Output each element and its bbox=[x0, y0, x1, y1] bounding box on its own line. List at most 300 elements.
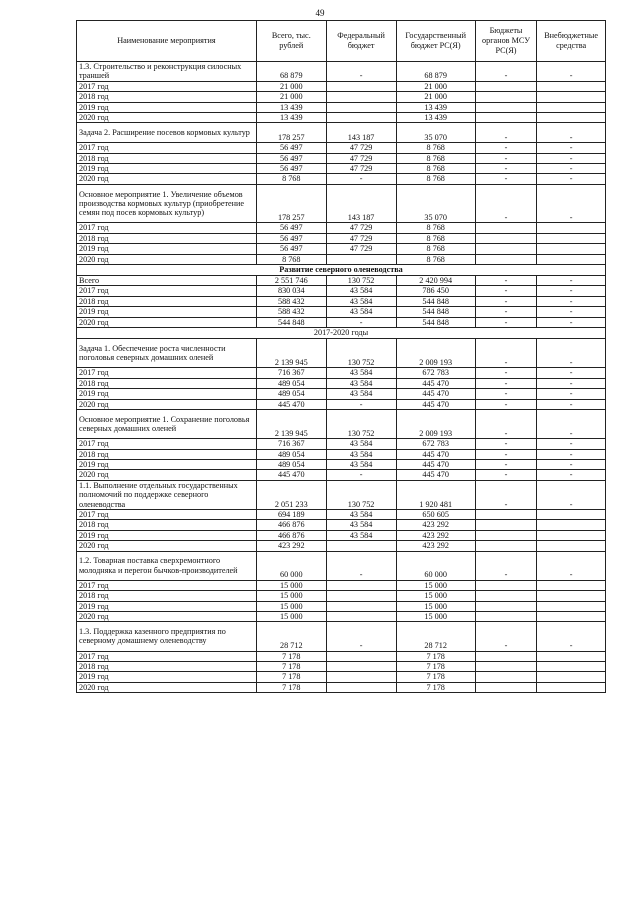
budget-table-container bbox=[76, 20, 606, 693]
cell-name: 2017 год bbox=[77, 81, 257, 91]
cell-extrabudget: - bbox=[537, 399, 606, 409]
cell-extrabudget: - bbox=[537, 439, 606, 449]
table-row bbox=[77, 143, 606, 153]
table-header-row bbox=[77, 21, 606, 62]
cell-federal: 43 584 bbox=[326, 286, 396, 296]
cell-federal bbox=[326, 81, 396, 91]
cell-total: 830 034 bbox=[256, 286, 326, 296]
cell-municipal: - bbox=[475, 459, 536, 469]
table-row bbox=[77, 661, 606, 671]
table-row bbox=[77, 399, 606, 409]
table-row bbox=[77, 184, 606, 223]
cell-federal: 43 584 bbox=[326, 449, 396, 459]
cell-federal bbox=[326, 611, 396, 621]
cell-name: 2017 год bbox=[77, 286, 257, 296]
cell-federal: - bbox=[326, 174, 396, 184]
cell-name: 2017 год bbox=[77, 143, 257, 153]
cell-extrabudget: - bbox=[537, 389, 606, 399]
cell-municipal bbox=[475, 81, 536, 91]
cell-federal: 43 584 bbox=[326, 530, 396, 540]
cell-extrabudget bbox=[537, 541, 606, 551]
cell-federal: 43 584 bbox=[326, 378, 396, 388]
cell-state: 1 920 481 bbox=[396, 480, 475, 509]
cell-municipal bbox=[475, 254, 536, 264]
cell-extrabudget: - bbox=[537, 164, 606, 174]
cell-state: 672 783 bbox=[396, 439, 475, 449]
cell-name: 2020 год bbox=[77, 174, 257, 184]
cell-extrabudget: - bbox=[537, 286, 606, 296]
cell-name: 2019 год bbox=[77, 530, 257, 540]
cell-name: 2020 год bbox=[77, 682, 257, 692]
cell-municipal: - bbox=[475, 296, 536, 306]
cell-federal: - bbox=[326, 622, 396, 651]
cell-municipal: - bbox=[475, 368, 536, 378]
cell-total: 2 139 945 bbox=[256, 409, 326, 438]
cell-federal bbox=[326, 682, 396, 692]
cell-total: 21 000 bbox=[256, 92, 326, 102]
cell-total: 8 768 bbox=[256, 254, 326, 264]
cell-federal: 130 752 bbox=[326, 480, 396, 509]
cell-federal: 143 187 bbox=[326, 123, 396, 143]
cell-federal: 43 584 bbox=[326, 509, 396, 519]
cell-total: 466 876 bbox=[256, 530, 326, 540]
cell-total: 489 054 bbox=[256, 389, 326, 399]
cell-state: 15 000 bbox=[396, 601, 475, 611]
cell-name: 2019 год bbox=[77, 389, 257, 399]
table-row bbox=[77, 296, 606, 306]
cell-total: 489 054 bbox=[256, 449, 326, 459]
cell-name: 2017 год bbox=[77, 223, 257, 233]
cell-municipal: - bbox=[475, 389, 536, 399]
cell-state: 8 768 bbox=[396, 244, 475, 254]
cell-name: 2020 год bbox=[77, 113, 257, 123]
section-row bbox=[77, 328, 606, 339]
table-row bbox=[77, 651, 606, 661]
cell-name: Задача 1. Обеспечение роста численности поголовья северных домашних оленей bbox=[77, 339, 257, 368]
cell-extrabudget bbox=[537, 682, 606, 692]
cell-federal bbox=[326, 102, 396, 112]
cell-state: 445 470 bbox=[396, 470, 475, 480]
cell-name: 1.2. Товарная поставка сверхремонтного молодняка и перегон бычков-производителей bbox=[77, 551, 257, 580]
cell-state: 7 178 bbox=[396, 682, 475, 692]
cell-extrabudget: - bbox=[537, 153, 606, 163]
cell-total: 7 178 bbox=[256, 672, 326, 682]
cell-federal bbox=[326, 92, 396, 102]
cell-municipal bbox=[475, 223, 536, 233]
cell-name: 2018 год bbox=[77, 449, 257, 459]
cell-total: 15 000 bbox=[256, 580, 326, 590]
cell-total: 2 139 945 bbox=[256, 339, 326, 368]
cell-extrabudget: - bbox=[537, 62, 606, 82]
cell-extrabudget: - bbox=[537, 307, 606, 317]
table-row bbox=[77, 449, 606, 459]
cell-state: 445 470 bbox=[396, 459, 475, 469]
cell-extrabudget: - bbox=[537, 143, 606, 153]
cell-state: 2 420 994 bbox=[396, 276, 475, 286]
cell-total: 7 178 bbox=[256, 661, 326, 671]
cell-total: 178 257 bbox=[256, 184, 326, 223]
table-row bbox=[77, 254, 606, 264]
table-row bbox=[77, 102, 606, 112]
cell-state: 28 712 bbox=[396, 622, 475, 651]
cell-extrabudget bbox=[537, 651, 606, 661]
cell-federal: 43 584 bbox=[326, 307, 396, 317]
cell-municipal bbox=[475, 92, 536, 102]
cell-state: 60 000 bbox=[396, 551, 475, 580]
table-row bbox=[77, 672, 606, 682]
cell-municipal bbox=[475, 113, 536, 123]
table-row bbox=[77, 223, 606, 233]
cell-total: 56 497 bbox=[256, 244, 326, 254]
table-row bbox=[77, 409, 606, 438]
cell-extrabudget bbox=[537, 580, 606, 590]
cell-extrabudget: - bbox=[537, 378, 606, 388]
cell-federal bbox=[326, 601, 396, 611]
cell-name: 2018 год bbox=[77, 591, 257, 601]
cell-state: 544 848 bbox=[396, 296, 475, 306]
cell-total: 716 367 bbox=[256, 368, 326, 378]
cell-municipal: - bbox=[475, 184, 536, 223]
cell-state: 8 768 bbox=[396, 254, 475, 264]
cell-name: 2019 год bbox=[77, 244, 257, 254]
cell-extrabudget bbox=[537, 601, 606, 611]
cell-extrabudget: - bbox=[537, 317, 606, 327]
cell-state: 13 439 bbox=[396, 113, 475, 123]
cell-extrabudget: - bbox=[537, 480, 606, 509]
table-row bbox=[77, 81, 606, 91]
section-row bbox=[77, 265, 606, 276]
cell-federal: 43 584 bbox=[326, 459, 396, 469]
cell-total: 7 178 bbox=[256, 682, 326, 692]
table-row bbox=[77, 389, 606, 399]
cell-federal: 43 584 bbox=[326, 439, 396, 449]
cell-state: 423 292 bbox=[396, 530, 475, 540]
cell-municipal: - bbox=[475, 449, 536, 459]
cell-total: 8 768 bbox=[256, 174, 326, 184]
table-row bbox=[77, 611, 606, 621]
cell-municipal bbox=[475, 672, 536, 682]
cell-federal: - bbox=[326, 399, 396, 409]
cell-total: 15 000 bbox=[256, 611, 326, 621]
cell-extrabudget bbox=[537, 223, 606, 233]
cell-total: 423 292 bbox=[256, 541, 326, 551]
cell-municipal: - bbox=[475, 317, 536, 327]
header-federal: Федеральный бюджет bbox=[326, 21, 396, 62]
cell-name: 2017 год bbox=[77, 368, 257, 378]
cell-total: 13 439 bbox=[256, 102, 326, 112]
table-row bbox=[77, 459, 606, 469]
cell-municipal: - bbox=[475, 480, 536, 509]
cell-name: Всего bbox=[77, 276, 257, 286]
cell-federal: 43 584 bbox=[326, 520, 396, 530]
cell-total: 445 470 bbox=[256, 399, 326, 409]
cell-municipal bbox=[475, 601, 536, 611]
cell-name: 1.3. Поддержка казенного предприятия по северному домашнему оленеводству bbox=[77, 622, 257, 651]
cell-municipal bbox=[475, 233, 536, 243]
table-row bbox=[77, 520, 606, 530]
cell-federal: 130 752 bbox=[326, 276, 396, 286]
cell-municipal: - bbox=[475, 409, 536, 438]
cell-total: 489 054 bbox=[256, 378, 326, 388]
cell-federal: 47 729 bbox=[326, 153, 396, 163]
table-row bbox=[77, 368, 606, 378]
cell-federal: 47 729 bbox=[326, 143, 396, 153]
cell-name: Основное мероприятие 1. Увеличение объемов производства кормовых культур (приобретение семян под посев кормовых культур) bbox=[77, 184, 257, 223]
table-row bbox=[77, 113, 606, 123]
cell-extrabudget bbox=[537, 113, 606, 123]
cell-name: 2019 год bbox=[77, 672, 257, 682]
cell-extrabudget: - bbox=[537, 622, 606, 651]
cell-name: 2019 год bbox=[77, 164, 257, 174]
cell-municipal: - bbox=[475, 123, 536, 143]
section-title: 2017-2020 годы bbox=[77, 328, 606, 339]
cell-municipal bbox=[475, 661, 536, 671]
cell-name: 2019 год bbox=[77, 601, 257, 611]
cell-state: 68 879 bbox=[396, 62, 475, 82]
cell-state: 7 178 bbox=[396, 661, 475, 671]
cell-extrabudget: - bbox=[537, 459, 606, 469]
cell-total: 68 879 bbox=[256, 62, 326, 82]
cell-federal: 43 584 bbox=[326, 368, 396, 378]
cell-federal bbox=[326, 541, 396, 551]
cell-federal bbox=[326, 651, 396, 661]
cell-municipal bbox=[475, 530, 536, 540]
cell-federal bbox=[326, 254, 396, 264]
cell-name: 1.3. Строительство и реконструкция силосных траншей bbox=[77, 62, 257, 82]
cell-name: 2018 год bbox=[77, 520, 257, 530]
cell-federal: 47 729 bbox=[326, 164, 396, 174]
header-extrabudget: Внебюджетные средства bbox=[537, 21, 606, 62]
cell-name: 2019 год bbox=[77, 307, 257, 317]
cell-extrabudget: - bbox=[537, 123, 606, 143]
table-row bbox=[77, 682, 606, 692]
cell-name: 2020 год bbox=[77, 399, 257, 409]
table-row bbox=[77, 123, 606, 143]
cell-total: 2 551 746 bbox=[256, 276, 326, 286]
cell-total: 716 367 bbox=[256, 439, 326, 449]
cell-extrabudget: - bbox=[537, 449, 606, 459]
cell-federal bbox=[326, 580, 396, 590]
cell-municipal bbox=[475, 591, 536, 601]
cell-name: 2018 год bbox=[77, 296, 257, 306]
cell-state: 423 292 bbox=[396, 541, 475, 551]
header-event-name: Наименование мероприятия bbox=[77, 21, 257, 62]
cell-name: 2020 год bbox=[77, 541, 257, 551]
cell-name: Задача 2. Расширение посевов кормовых культур bbox=[77, 123, 257, 143]
cell-municipal bbox=[475, 580, 536, 590]
table-row bbox=[77, 591, 606, 601]
cell-state: 2 009 193 bbox=[396, 409, 475, 438]
cell-federal bbox=[326, 113, 396, 123]
cell-municipal bbox=[475, 102, 536, 112]
table-row bbox=[77, 286, 606, 296]
cell-state: 423 292 bbox=[396, 520, 475, 530]
cell-name: 2019 год bbox=[77, 459, 257, 469]
cell-state: 786 450 bbox=[396, 286, 475, 296]
cell-extrabudget: - bbox=[537, 470, 606, 480]
cell-extrabudget: - bbox=[537, 276, 606, 286]
cell-state: 15 000 bbox=[396, 580, 475, 590]
cell-state: 35 070 bbox=[396, 123, 475, 143]
cell-total: 2 051 233 bbox=[256, 480, 326, 509]
table-row bbox=[77, 164, 606, 174]
cell-state: 35 070 bbox=[396, 184, 475, 223]
cell-municipal bbox=[475, 611, 536, 621]
cell-total: 60 000 bbox=[256, 551, 326, 580]
cell-federal: 47 729 bbox=[326, 223, 396, 233]
cell-municipal: - bbox=[475, 439, 536, 449]
cell-extrabudget bbox=[537, 233, 606, 243]
budget-table bbox=[76, 20, 606, 693]
cell-federal: - bbox=[326, 551, 396, 580]
table-row bbox=[77, 470, 606, 480]
cell-municipal: - bbox=[475, 551, 536, 580]
cell-extrabudget: - bbox=[537, 184, 606, 223]
cell-name: 2018 год bbox=[77, 233, 257, 243]
cell-extrabudget: - bbox=[537, 174, 606, 184]
cell-state: 15 000 bbox=[396, 611, 475, 621]
cell-extrabudget bbox=[537, 530, 606, 540]
cell-name: 2017 год bbox=[77, 651, 257, 661]
cell-total: 15 000 bbox=[256, 601, 326, 611]
cell-total: 588 432 bbox=[256, 307, 326, 317]
table-row bbox=[77, 530, 606, 540]
cell-total: 56 497 bbox=[256, 153, 326, 163]
cell-federal: 47 729 bbox=[326, 244, 396, 254]
table-row bbox=[77, 439, 606, 449]
cell-state: 544 848 bbox=[396, 307, 475, 317]
header-total: Всего, тыс. рублей bbox=[256, 21, 326, 62]
cell-municipal: - bbox=[475, 470, 536, 480]
cell-federal: 130 752 bbox=[326, 339, 396, 368]
table-row bbox=[77, 378, 606, 388]
cell-federal: 47 729 bbox=[326, 233, 396, 243]
cell-state: 672 783 bbox=[396, 368, 475, 378]
cell-state: 2 009 193 bbox=[396, 339, 475, 368]
cell-state: 445 470 bbox=[396, 378, 475, 388]
cell-extrabudget bbox=[537, 591, 606, 601]
cell-name: 1.1. Выполнение отдельных государственных полномочий по поддержке северного оленеводства bbox=[77, 480, 257, 509]
cell-total: 13 439 bbox=[256, 113, 326, 123]
cell-state: 8 768 bbox=[396, 164, 475, 174]
table-body bbox=[77, 62, 606, 693]
cell-federal: - bbox=[326, 470, 396, 480]
cell-state: 15 000 bbox=[396, 591, 475, 601]
cell-extrabudget: - bbox=[537, 339, 606, 368]
cell-municipal bbox=[475, 651, 536, 661]
table-row bbox=[77, 551, 606, 580]
cell-total: 56 497 bbox=[256, 233, 326, 243]
table-row bbox=[77, 153, 606, 163]
cell-extrabudget bbox=[537, 672, 606, 682]
cell-total: 56 497 bbox=[256, 164, 326, 174]
cell-name: 2018 год bbox=[77, 92, 257, 102]
cell-state: 445 470 bbox=[396, 389, 475, 399]
table-row bbox=[77, 174, 606, 184]
cell-federal: 130 752 bbox=[326, 409, 396, 438]
cell-municipal: - bbox=[475, 174, 536, 184]
cell-extrabudget bbox=[537, 244, 606, 254]
cell-name: 2018 год bbox=[77, 661, 257, 671]
cell-extrabudget: - bbox=[537, 551, 606, 580]
cell-municipal bbox=[475, 682, 536, 692]
cell-state: 544 848 bbox=[396, 317, 475, 327]
table-row bbox=[77, 541, 606, 551]
cell-total: 7 178 bbox=[256, 651, 326, 661]
table-row bbox=[77, 317, 606, 327]
cell-extrabudget bbox=[537, 92, 606, 102]
cell-extrabudget bbox=[537, 611, 606, 621]
cell-total: 15 000 bbox=[256, 591, 326, 601]
cell-federal: 43 584 bbox=[326, 296, 396, 306]
cell-municipal: - bbox=[475, 153, 536, 163]
cell-federal bbox=[326, 672, 396, 682]
cell-municipal: - bbox=[475, 276, 536, 286]
cell-municipal: - bbox=[475, 143, 536, 153]
cell-state: 8 768 bbox=[396, 153, 475, 163]
cell-municipal bbox=[475, 541, 536, 551]
cell-state: 8 768 bbox=[396, 174, 475, 184]
table-row bbox=[77, 244, 606, 254]
cell-name: 2020 год bbox=[77, 317, 257, 327]
cell-name: 2020 год bbox=[77, 611, 257, 621]
cell-name: 2020 год bbox=[77, 470, 257, 480]
cell-name: 2017 год bbox=[77, 580, 257, 590]
table-row bbox=[77, 601, 606, 611]
cell-extrabudget bbox=[537, 520, 606, 530]
cell-state: 7 178 bbox=[396, 651, 475, 661]
cell-state: 7 178 bbox=[396, 672, 475, 682]
cell-state: 445 470 bbox=[396, 399, 475, 409]
cell-total: 56 497 bbox=[256, 143, 326, 153]
cell-name: 2018 год bbox=[77, 153, 257, 163]
cell-federal: - bbox=[326, 62, 396, 82]
cell-total: 445 470 bbox=[256, 470, 326, 480]
cell-municipal: - bbox=[475, 286, 536, 296]
cell-extrabudget: - bbox=[537, 368, 606, 378]
cell-state: 8 768 bbox=[396, 143, 475, 153]
cell-state: 8 768 bbox=[396, 223, 475, 233]
cell-municipal bbox=[475, 509, 536, 519]
cell-federal bbox=[326, 591, 396, 601]
cell-extrabudget bbox=[537, 254, 606, 264]
table-row bbox=[77, 307, 606, 317]
cell-total: 466 876 bbox=[256, 520, 326, 530]
cell-name: Основное мероприятие 1. Сохранение поголовья северных домашних оленей bbox=[77, 409, 257, 438]
cell-federal: - bbox=[326, 317, 396, 327]
cell-municipal: - bbox=[475, 62, 536, 82]
cell-federal bbox=[326, 661, 396, 671]
table-row bbox=[77, 276, 606, 286]
cell-municipal: - bbox=[475, 164, 536, 174]
cell-state: 8 768 bbox=[396, 233, 475, 243]
table-row bbox=[77, 622, 606, 651]
cell-total: 694 189 bbox=[256, 509, 326, 519]
cell-municipal bbox=[475, 244, 536, 254]
cell-total: 588 432 bbox=[256, 296, 326, 306]
section-title: Развитие северного оленеводства bbox=[77, 265, 606, 276]
cell-name: 2017 год bbox=[77, 439, 257, 449]
table-row bbox=[77, 233, 606, 243]
cell-extrabudget bbox=[537, 661, 606, 671]
cell-state: 13 439 bbox=[396, 102, 475, 112]
cell-municipal: - bbox=[475, 339, 536, 368]
cell-municipal: - bbox=[475, 622, 536, 651]
cell-federal: 143 187 bbox=[326, 184, 396, 223]
table-row bbox=[77, 92, 606, 102]
cell-state: 21 000 bbox=[396, 81, 475, 91]
table-row bbox=[77, 509, 606, 519]
